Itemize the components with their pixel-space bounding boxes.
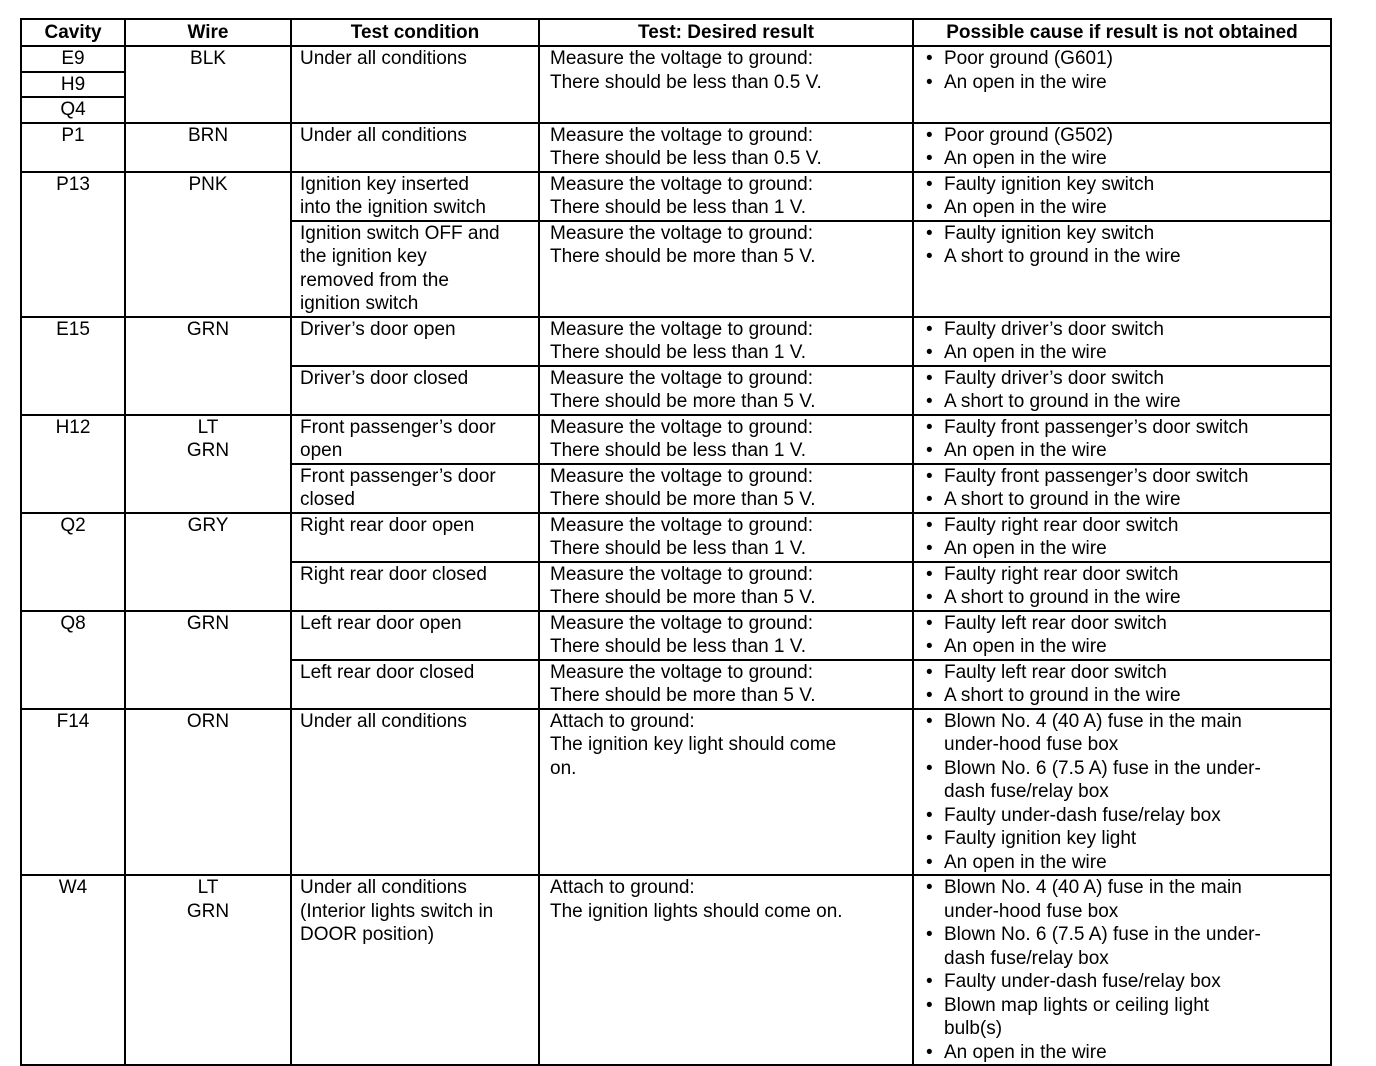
wire-cell: [125, 875, 291, 1065]
bullet-icon: •: [926, 877, 933, 898]
condition-cell: [291, 221, 539, 317]
wire-color: GRN: [186, 900, 230, 922]
bullet-icon: •: [926, 612, 933, 634]
list-item: • Blown No. 4 (40 A) fuse in the main under-hood fuse box: [926, 877, 1242, 922]
bullet-icon: •: [926, 148, 933, 169]
bullet-icon: •: [926, 971, 933, 992]
result-cell: [539, 46, 913, 123]
wire-color: BLK: [190, 48, 226, 69]
condition-text: Left rear door open: [300, 612, 462, 634]
wire-cell: [125, 317, 291, 415]
result-cell: [539, 709, 913, 876]
result-text: Attach to ground:: [550, 710, 695, 732]
condition-text: into the ignition switch: [300, 197, 486, 218]
result-text: There should be less than 1 V.: [550, 440, 806, 461]
condition-text: Ignition key inserted: [300, 173, 469, 195]
condition-cell: [291, 464, 539, 513]
result-cell: [539, 875, 913, 1065]
condition-text: Right rear door open: [300, 514, 475, 536]
result-text: There should be less than 0.5 V.: [550, 71, 822, 93]
condition-cell: [291, 875, 539, 1065]
list-item: • Faulty ignition key switch: [926, 173, 1155, 195]
condition-text: Ignition switch OFF and: [300, 222, 500, 244]
header-wire: Wire: [125, 19, 291, 46]
condition-text: Right rear door closed: [300, 563, 487, 585]
wire-cell: [125, 709, 291, 876]
list-item: • Faulty driver’s door switch: [926, 318, 1164, 340]
cause-list: [926, 710, 1324, 875]
condition-text: Under all conditions: [300, 877, 467, 898]
cause-list: [926, 367, 1324, 414]
result-text: Measure the voltage to ground:: [550, 173, 814, 195]
list-item: • A short to ground in the wire: [926, 246, 1181, 267]
cause-list: [926, 612, 1324, 659]
list-item: • Faulty left rear door switch: [926, 612, 1167, 634]
cause-cell: [913, 221, 1331, 317]
cause-list: [926, 318, 1324, 365]
bullet-icon: •: [926, 587, 933, 608]
list-item: • Faulty under-dash fuse/relay box: [926, 804, 1221, 826]
result-cell: [539, 366, 913, 415]
bullet-icon: •: [926, 804, 933, 826]
wire-cell: [125, 415, 291, 513]
condition-text: open: [300, 440, 343, 461]
condition-cell: [291, 611, 539, 660]
cause-list: [926, 514, 1324, 561]
result-text: There should be less than 1 V.: [550, 636, 806, 657]
condition-text: the ignition key: [300, 246, 427, 267]
bullet-icon: •: [926, 828, 933, 849]
result-text: on.: [550, 757, 577, 779]
result-text: There should be more than 5 V.: [550, 587, 816, 608]
table-row: [21, 611, 1331, 660]
cause-cell: [913, 562, 1331, 611]
cause-list: [926, 47, 1324, 94]
list-item: • Poor ground (G502): [926, 124, 1113, 146]
cause-cell: [913, 415, 1331, 464]
result-text: Measure the voltage to ground:: [550, 124, 814, 146]
table-row: [21, 709, 1331, 876]
condition-text: ignition switch: [300, 293, 419, 314]
result-text: Measure the voltage to ground:: [550, 367, 814, 389]
list-item: • A short to ground in the wire: [926, 685, 1181, 706]
bullet-icon: •: [926, 685, 933, 706]
condition-cell: [291, 660, 539, 709]
bullet-icon: •: [926, 710, 933, 732]
list-item: • Poor ground (G601): [926, 48, 1113, 69]
cavity-cell: Q8: [21, 611, 125, 709]
cause-list: [926, 876, 1324, 1064]
cavity-cell: Q4: [21, 97, 125, 123]
condition-cell: [291, 172, 539, 221]
bullet-icon: •: [926, 222, 933, 244]
condition-text: Driver’s door closed: [300, 367, 469, 389]
cavity-cell: P1: [21, 123, 125, 172]
condition-text: DOOR position): [300, 924, 435, 945]
bullet-icon: •: [926, 489, 933, 510]
cause-cell: [913, 611, 1331, 660]
bullet-icon: •: [926, 465, 933, 487]
condition-cell: [291, 709, 539, 876]
wire-color: GRN: [186, 612, 230, 634]
list-item: • Blown map lights or ceiling light bulb(s): [926, 994, 1210, 1039]
condition-text: Under all conditions: [300, 710, 467, 732]
cavity-cell: E9: [21, 46, 125, 72]
cause-cell: [913, 317, 1331, 366]
bullet-icon: •: [926, 636, 933, 657]
bullet-icon: •: [926, 124, 933, 146]
list-item: • Blown No. 6 (7.5 A) fuse in the under- dash fuse/relay box: [926, 924, 1261, 969]
bullet-icon: •: [926, 661, 933, 683]
condition-cell: [291, 562, 539, 611]
list-item: • An open in the wire: [926, 342, 1107, 363]
result-cell: [539, 221, 913, 317]
bullet-icon: •: [926, 440, 933, 461]
cause-cell: [913, 366, 1331, 415]
cavity-cell: Q2: [21, 513, 125, 611]
condition-text: (Interior lights switch in: [300, 900, 494, 922]
list-item: • A short to ground in the wire: [926, 587, 1181, 608]
cavity-cell: F14: [21, 709, 125, 876]
condition-cell: [291, 366, 539, 415]
bullet-icon: •: [926, 391, 933, 412]
list-item: • An open in the wire: [926, 148, 1107, 169]
table-row: [21, 123, 1331, 172]
condition-text: removed from the: [300, 269, 449, 291]
result-text: Attach to ground:: [550, 877, 695, 898]
result-cell: [539, 464, 913, 513]
troubleshooting-sheet: [20, 18, 1330, 1066]
cause-cell: [913, 513, 1331, 562]
cavity-cell: W4: [21, 875, 125, 1065]
bullet-icon: •: [926, 71, 933, 93]
bullet-icon: •: [926, 246, 933, 267]
result-text: There should be more than 5 V.: [550, 246, 816, 267]
list-item: • Blown No. 4 (40 A) fuse in the main under-hood fuse box: [926, 710, 1242, 755]
condition-text: Under all conditions: [300, 48, 467, 69]
list-item: • Faulty left rear door switch: [926, 661, 1167, 683]
condition-cell: [291, 513, 539, 562]
list-item: • An open in the wire: [926, 636, 1107, 657]
list-item: • Faulty under-dash fuse/relay box: [926, 971, 1221, 992]
table-row: [21, 513, 1331, 562]
wire-cell: [125, 172, 291, 317]
result-text: The ignition key light should come: [550, 734, 837, 755]
list-item: • A short to ground in the wire: [926, 489, 1181, 510]
cause-list: [926, 222, 1324, 269]
result-text: There should be more than 5 V.: [550, 391, 816, 412]
result-cell: [539, 317, 913, 366]
wire-color: GRY: [187, 514, 229, 536]
result-cell: [539, 611, 913, 660]
wire-color: LT: [197, 877, 219, 898]
result-text: There should be less than 1 V.: [550, 197, 806, 218]
wire-cell: [125, 611, 291, 709]
wire-color: BRN: [187, 124, 229, 146]
table-row: [21, 317, 1331, 366]
condition-text: Driver’s door open: [300, 318, 456, 340]
bullet-icon: •: [926, 994, 933, 1016]
cavity-cell: P13: [21, 172, 125, 317]
list-item: • A short to ground in the wire: [926, 391, 1181, 412]
wire-color: LT: [197, 416, 219, 438]
condition-text: Left rear door closed: [300, 661, 475, 683]
bullet-icon: •: [926, 1041, 933, 1063]
bullet-icon: •: [926, 318, 933, 340]
wire-cell: [125, 46, 291, 123]
list-item: • An open in the wire: [926, 71, 1107, 93]
result-cell: [539, 415, 913, 464]
bullet-icon: •: [926, 416, 933, 438]
list-item: • Faulty front passenger’s door switch: [926, 465, 1249, 487]
bullet-icon: •: [926, 173, 933, 195]
list-item: • Faulty driver’s door switch: [926, 367, 1164, 389]
condition-text: closed: [300, 489, 355, 510]
table-row: [21, 415, 1331, 464]
result-text: Measure the voltage to ground:: [550, 48, 814, 69]
list-item: • An open in the wire: [926, 197, 1107, 218]
wire-cell: [125, 123, 291, 172]
cause-list: [926, 124, 1324, 171]
list-item: • An open in the wire: [926, 1041, 1107, 1063]
bullet-icon: •: [926, 851, 933, 873]
bullet-icon: •: [926, 924, 933, 945]
list-item: • Faulty ignition key light: [926, 828, 1137, 849]
condition-text: Under all conditions: [300, 124, 467, 146]
bullet-icon: •: [926, 197, 933, 218]
list-item: • Faulty right rear door switch: [926, 563, 1179, 585]
result-text: Measure the voltage to ground:: [550, 318, 814, 340]
condition-text: Front passenger’s door: [300, 416, 496, 438]
header-possible-cause: Possible cause if result is not obtained: [913, 19, 1331, 46]
list-item: • An open in the wire: [926, 440, 1107, 461]
condition-cell: [291, 317, 539, 366]
result-text: Measure the voltage to ground:: [550, 416, 814, 438]
result-cell: [539, 562, 913, 611]
cause-list: [926, 416, 1324, 463]
cause-cell: [913, 123, 1331, 172]
header-test-condition: Test condition: [291, 19, 539, 46]
cavity-cell: E15: [21, 317, 125, 415]
list-item: • Faulty right rear door switch: [926, 514, 1179, 536]
cause-list: [926, 173, 1324, 220]
list-item: • An open in the wire: [926, 538, 1107, 559]
result-text: There should be more than 5 V.: [550, 685, 816, 706]
cause-cell: [913, 46, 1331, 123]
header-cavity: Cavity: [21, 19, 125, 46]
cause-list: [926, 563, 1324, 610]
cavity-cell: H12: [21, 415, 125, 513]
list-item: • Faulty ignition key switch: [926, 222, 1155, 244]
condition-text: Front passenger’s door: [300, 465, 496, 487]
result-cell: [539, 172, 913, 221]
wire-color: ORN: [186, 710, 230, 732]
list-item: • Faulty front passenger’s door switch: [926, 416, 1249, 438]
result-text: Measure the voltage to ground:: [550, 222, 814, 244]
bullet-icon: •: [926, 342, 933, 363]
result-text: Measure the voltage to ground:: [550, 661, 814, 683]
cause-list: [926, 661, 1324, 708]
test-table: [20, 18, 1332, 1066]
bullet-icon: •: [926, 514, 933, 536]
result-text: Measure the voltage to ground:: [550, 514, 814, 536]
cause-cell: [913, 709, 1331, 876]
bullet-icon: •: [926, 538, 933, 559]
wire-color: PNK: [188, 173, 228, 195]
header-row: [21, 19, 1331, 46]
result-text: The ignition lights should come on.: [550, 900, 843, 922]
result-text: Measure the voltage to ground:: [550, 612, 814, 634]
bullet-icon: •: [926, 757, 933, 779]
condition-cell: [291, 46, 539, 123]
list-item: • Blown No. 6 (7.5 A) fuse in the under- dash fuse/relay box: [926, 757, 1261, 802]
result-text: Measure the voltage to ground:: [550, 465, 814, 487]
header-desired-result: Test: Desired result: [539, 19, 913, 46]
condition-cell: [291, 415, 539, 464]
table-row: [21, 46, 1331, 72]
cavity-cell: H9: [21, 72, 125, 98]
cause-cell: [913, 660, 1331, 709]
result-cell: [539, 123, 913, 172]
cause-list: [926, 465, 1324, 512]
bullet-icon: •: [926, 367, 933, 389]
bullet-icon: •: [926, 48, 933, 69]
wire-color: GRN: [186, 440, 230, 461]
result-cell: [539, 660, 913, 709]
result-text: There should be less than 1 V.: [550, 342, 806, 363]
result-text: There should be less than 1 V.: [550, 538, 806, 559]
wire-color: GRN: [186, 318, 230, 340]
result-text: There should be less than 0.5 V.: [550, 148, 822, 169]
list-item: • An open in the wire: [926, 851, 1107, 873]
bullet-icon: •: [926, 563, 933, 585]
table-row: [21, 172, 1331, 221]
table-row: [21, 875, 1331, 1065]
condition-cell: [291, 123, 539, 172]
result-text: Measure the voltage to ground:: [550, 563, 814, 585]
wire-cell: [125, 513, 291, 611]
result-text: There should be more than 5 V.: [550, 489, 816, 510]
cause-cell: [913, 875, 1331, 1065]
result-cell: [539, 513, 913, 562]
cause-cell: [913, 464, 1331, 513]
cause-cell: [913, 172, 1331, 221]
